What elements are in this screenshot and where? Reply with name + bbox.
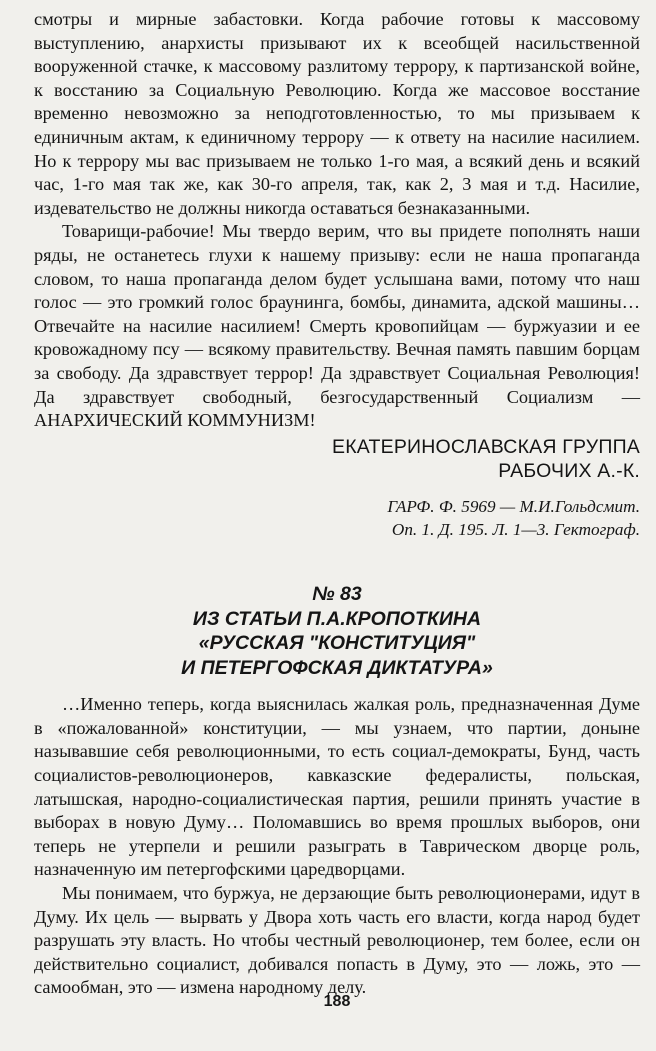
document-title bbox=[34, 607, 640, 681]
signature-line-1: ЕКАТЕРИНОСЛАВСКАЯ ГРУППА bbox=[332, 435, 640, 458]
title-line-2: «РУССКАЯ "КОНСТИТУЦИЯ" bbox=[198, 632, 476, 655]
document-number: № 83 bbox=[312, 582, 362, 605]
paragraph-duma: …Именно теперь, когда выяснилась жалкая роль, предназначенная Думе в «пожалованной» конституции, — мы узнаем, что партии, доныне называвшие себя революционными, то есть социал-демократы, Бунд, часть социалистов-революционеров, кавказские федералисты, польская, латышская, народно-социалистическая партия, решили принять участие в выборах в новую Думу… Поломавшись во время прошлых выборов, они теперь не утерпели и решили разыграть в Таврическом дворце роль, назначенную им петергофскими царедворцами. bbox=[34, 694, 640, 880]
title-line-3: И ПЕТЕРГОФСКАЯ ДИКТАТУРА» bbox=[181, 656, 493, 679]
book-page bbox=[34, 8, 640, 1043]
source-line-2: Оп. 1. Д. 195. Л. 1—3. Гектограф. bbox=[391, 519, 640, 539]
archive-source bbox=[34, 495, 640, 541]
paragraph-bourgeois: Мы понимаем, что буржуа, не дерзающие быть революционерами, идут в Думу. Их цель — вырвать у Двора хоть часть его власти, когда народ будет разрушать эту власть. Но чтобы честный революционер, тем более, если он действительно социалист, добивался попасть в Думу, это — ложь, это — самообман, это — измена народному делу. bbox=[34, 882, 640, 998]
title-line-1: ИЗ СТАТЬИ П.А.КРОПОТКИНА bbox=[192, 607, 482, 630]
source-line-1: ГАРФ. Ф. 5969 — М.И.Гольдсмит. bbox=[387, 496, 640, 516]
paragraph-continuation: смотры и мирные забастовки. Когда рабочие готовы к массовому выступлению, анархисты призывают их к всеобщей насильственной вооруженной стачке, к массовому разлитому террору, к партизанской войне, к восстанию за Социальную Революцию. Когда же массовое восстание временно невозможно за неподготовленностью, то мы призываем к единичным актам, к единичному террору — к ответу на насилие насилием. Но к террору мы вас призываем не только 1-го мая, а всякий день и всякий час, 1-го мая так же, как 30-го апреля, так, как 2, 3 мая и т.д. Насилие, издевательство не должны никогда оставаться безнаказанными. bbox=[34, 9, 640, 218]
signature-line-2: РАБОЧИХ А.-К. bbox=[498, 459, 640, 482]
signature-block bbox=[34, 435, 640, 483]
paragraph-appeal: Товарищи-рабочие! Мы твердо верим, что вы придете пополнять наши ряды, не останетесь глухи к нашему призыву: если не наша пропаганда словом, то наша пропаганда делом будет услышана вами, потому что наш голос — это громкий голос браунинга, бомбы, динамита, адской машины… Отвечайте на насилие насилием! Смерть кровопийцам — буржуазии и ее кровожадному псу — всякому правительству. Вечная память павшим борцам за свободу. Да здравствует террор! Да здравствует Социальная Революция! Да здравствует свободный, безгосударственный Социализм — АНАРХИЧЕСКИЙ КОММУНИЗМ! bbox=[34, 221, 640, 431]
page-number: 188 bbox=[323, 993, 351, 1010]
